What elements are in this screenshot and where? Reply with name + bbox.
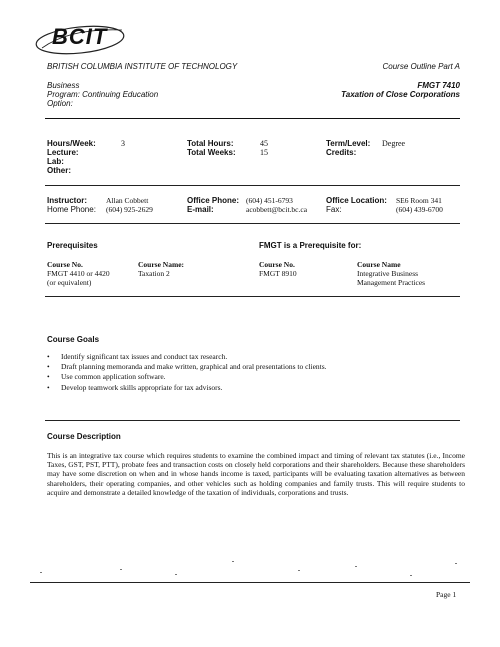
other-label: Other: xyxy=(47,166,71,175)
prereq-divider xyxy=(45,296,460,297)
hours-divider xyxy=(45,185,460,186)
course-description-heading: Course Description xyxy=(47,432,121,441)
instructor-name: Allan Cobbett xyxy=(106,196,149,205)
instructor-label: Instructor: xyxy=(47,196,87,205)
bcit-logo-text: BCIT xyxy=(52,24,108,49)
home-phone-label: Home Phone: xyxy=(47,205,96,214)
total-hours-value: 45 xyxy=(260,139,268,148)
total-hours-label: Total Hours: xyxy=(187,139,234,148)
office-location-label: Office Location: xyxy=(326,196,387,205)
prereq-course-no-label: Course No. xyxy=(47,260,83,269)
prereq-course-no: FMGT 4410 or 4420 xyxy=(47,269,110,278)
course-code: FMGT 7410 xyxy=(417,81,460,90)
prereq-for-heading: FMGT is a Prerequisite for: xyxy=(259,241,362,250)
office-phone: (604) 451-6793 xyxy=(246,196,293,205)
prereq-for-course-no-label: Course No. xyxy=(259,260,295,269)
course-title: Taxation of Close Corporations xyxy=(341,90,460,99)
credits-label: Credits: xyxy=(326,148,357,157)
outline-label: Course Outline Part A xyxy=(382,62,460,71)
fax-number: (604) 439-6700 xyxy=(396,205,443,214)
prereq-course-note: (or equivalent) xyxy=(47,278,92,287)
goals-divider xyxy=(45,420,460,421)
prereq-for-course-name-1: Integrative Business xyxy=(357,269,419,278)
institute-name: BRITISH COLUMBIA INSTITUTE OF TECHNOLOGY xyxy=(47,62,238,71)
term-level-value: Degree xyxy=(382,139,406,148)
prereq-course-name-label: Course Name: xyxy=(138,260,185,269)
total-weeks-label: Total Weeks: xyxy=(187,148,236,157)
course-goals-heading: Course Goals xyxy=(47,335,100,344)
goal-item: • Develop teamwork skills appropriate for tax advisors. xyxy=(47,383,327,393)
course-description-text: This is an integrative tax course which requires students to examine the combined impact and timing of relevant tax statutes (i.e., Income Taxes, GST, PST, PTT), probate fees and transaction costs on closely held corporations and their shareholders. Because these shareholders may have some discretion on when and in whose hands income is taxed, participants will be evaluating taxation alternatives as between shareholders, their operating companies, and other vehicles such as holding companies and family trusts. This will require students to acquire and demonstrate a detailed knowledge of the taxation of individuals, corporations and trusts. xyxy=(47,451,465,497)
school-name: Business xyxy=(47,81,80,90)
header-divider xyxy=(45,118,460,119)
office-location: SE6 Room 341 xyxy=(396,196,442,205)
page-number: Page 1 xyxy=(436,590,457,599)
course-goals-list xyxy=(47,352,327,393)
prereq-for-course-name-2: Management Practices xyxy=(357,278,426,287)
email-label: E-mail: xyxy=(187,205,214,214)
prereq-for-course-name-label: Course Name xyxy=(357,260,401,269)
goal-item: • Draft planning memoranda and make written, graphical and oral presentations to clients. xyxy=(47,362,327,372)
lab-label: Lab: xyxy=(47,157,64,166)
prerequisites-heading: Prerequisites xyxy=(47,241,98,250)
option-label: Option: xyxy=(47,99,73,108)
home-phone: (604) 925-2629 xyxy=(106,205,153,214)
office-phone-label: Office Phone: xyxy=(187,196,240,205)
lecture-label: Lecture: xyxy=(47,148,79,157)
bcit-logo xyxy=(30,20,130,60)
hours-week-value: 3 xyxy=(121,139,125,148)
hours-week-label: Hours/Week: xyxy=(47,139,96,148)
goal-item: • Identify significant tax issues and conduct tax research. xyxy=(47,352,327,362)
email-address: acobbett@bcit.bc.ca xyxy=(246,205,308,214)
prereq-for-course-no: FMGT 8910 xyxy=(259,269,297,278)
program-name: Program: Continuing Education xyxy=(47,90,159,99)
total-weeks-value: 15 xyxy=(260,148,268,157)
footer-divider xyxy=(30,582,470,583)
prereq-course-name: Taxation 2 xyxy=(138,269,170,278)
term-level-label: Term/Level: xyxy=(326,139,371,148)
fax-label: Fax: xyxy=(326,205,342,214)
instructor-divider xyxy=(45,223,460,224)
goal-item: • Use common application software. xyxy=(47,372,327,382)
